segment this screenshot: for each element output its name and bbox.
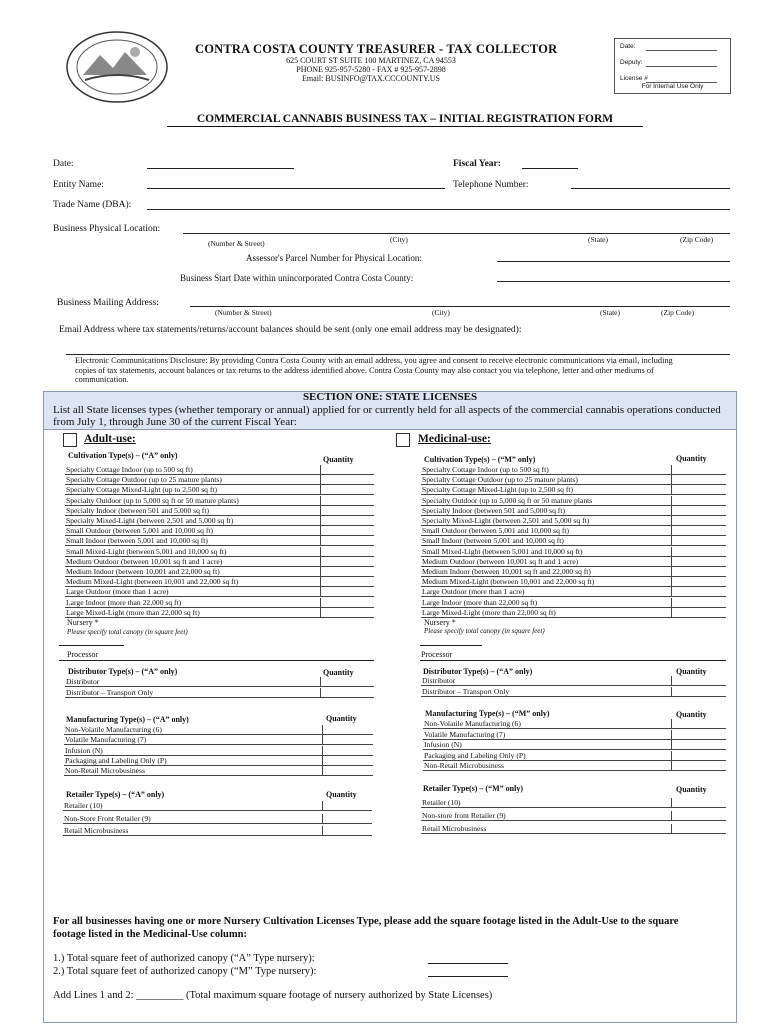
med-manufacturing-quantity-field[interactable]	[671, 761, 726, 771]
mail-number-street-caption: (Number & Street)	[215, 308, 272, 317]
adult-manufacturing-heading: Manufacturing Type(s) – (“A” only)	[66, 715, 189, 724]
telephone-label: Telephone Number:	[453, 180, 529, 190]
adult-manufacturing-row	[64, 746, 373, 756]
adult-manufacturing-quantity-field[interactable]	[322, 735, 373, 745]
section-one-subtitle: List all State licenses types (whether temporary or annual) applied for or currently held for all aspects of the commercial cannabis operations conducted from July 1, through June 30 of the current Fiscal Year:	[53, 404, 721, 428]
adult-cultivation-label: Medium Indoor (between 10,001 and 22,000 sq ft)	[66, 567, 220, 576]
adult-cultivation-label: Specialty Outdoor (up to 5,000 sq ft or 50 mature plants)	[66, 495, 239, 505]
med-manufacturing-label: Infusion (N)	[424, 740, 462, 749]
adult-retailer-label: Retailer (10)	[64, 801, 103, 810]
adult-distributor-quantity-field[interactable]	[320, 688, 374, 698]
med-manufacturing-row	[423, 740, 726, 750]
office-deputy-label: Deputy:	[620, 59, 643, 66]
med-manufacturing-quantity: Quantity	[676, 710, 707, 719]
adult-cultivation-row	[65, 547, 374, 557]
med-cultivation-label: Medium Indoor (between 10,001 sq ft and 22,000 sq ft)	[422, 567, 591, 576]
med-retailer-quantity-field[interactable]	[671, 798, 726, 808]
adult-cultivation-quantity-field[interactable]	[320, 587, 374, 597]
adult-retailer-label: Retail Microbusiness	[64, 826, 129, 835]
med-distributor-quantity-field[interactable]	[671, 687, 726, 697]
adult-cultivation-quantity-field[interactable]	[320, 496, 374, 506]
adult-nursery-note: Please specify total canopy (in square feet)	[67, 628, 188, 636]
med-retailer-quantity-field[interactable]	[671, 824, 726, 834]
med-manufacturing-label: Non-Retail Microbusiness	[424, 761, 504, 770]
med-cultivation-label: Specialty Outdoor (up to 5,000 sq ft or 50 mature plants	[422, 495, 593, 505]
med-cultivation-label: Small Outdoor (between 5,001 and 10,000 sq ft)	[422, 526, 569, 536]
adult-processor-line	[59, 660, 374, 661]
med-retailer-row	[421, 811, 726, 821]
office-use-box	[614, 38, 731, 94]
phys-zip-caption: (Zip Code)	[680, 235, 714, 244]
med-cultivation-quantity-field[interactable]	[671, 465, 726, 475]
med-cultivation-heading: Cultivation Type(s) – (“M” only)	[424, 455, 536, 464]
mail-state-caption: (State)	[600, 308, 620, 317]
adult-distributor-quantity: Quantity	[323, 668, 354, 677]
trade-name-label: Trade Name (DBA):	[53, 200, 132, 210]
med-manufacturing-heading: Manufacturing Type(s) – (“M” only)	[425, 709, 550, 718]
adult-cultivation-quantity-field[interactable]	[320, 608, 374, 618]
start-date-field[interactable]	[497, 281, 730, 282]
adult-manufacturing-row	[64, 735, 373, 745]
email-field[interactable]	[66, 354, 730, 355]
phys-state-caption: (State)	[588, 235, 608, 244]
form-title: COMMERCIAL CANNABIS BUSINESS TAX – INITIAL REGISTRATION FORM	[125, 113, 685, 125]
med-manufacturing-quantity-field[interactable]	[671, 751, 726, 761]
adult-retailer-heading: Retailer Type(s) – (“A” only)	[66, 790, 165, 799]
adult-distributor-label: Distributor	[66, 677, 100, 686]
med-cultivation-row	[421, 526, 726, 536]
agency-email: Email: BUSINFO@TAX.CCCOUNTY.US	[302, 74, 440, 83]
adult-distributor-row	[65, 677, 374, 687]
med-cultivation-label: Small Mixed-Light (between 5,001 and 10,000 sq ft)	[422, 546, 583, 556]
phys-city-caption: (City)	[390, 235, 408, 244]
med-cultivation-label: Medium Mixed-Light (between 10,001 and 22,000 sq ft)	[422, 577, 595, 587]
adult-cultivation-label: Small Indoor (between 5,001 and 10,000 sq ft)	[66, 536, 208, 546]
med-cultivation-quantity-field[interactable]	[671, 567, 726, 577]
med-cultivation-row	[421, 475, 726, 485]
agency-title: CONTRA COSTA COUNTY TREASURER - TAX COLLECTOR	[195, 42, 558, 56]
med-cultivation-row	[421, 567, 726, 577]
med-cultivation-row	[421, 465, 726, 475]
med-nursery-note: Please specify total canopy (in square feet)	[424, 627, 545, 635]
med-distributor-label: Distributor – Transport Only	[422, 686, 510, 696]
adult-retailer-quantity-field[interactable]	[322, 801, 372, 811]
adult-cultivation-label: Large Outdoor (more than 1 acre)	[66, 587, 169, 597]
adult-cultivation-row	[65, 598, 374, 608]
medicinal-use-checkbox[interactable]	[396, 433, 410, 447]
mail-city-caption: (City)	[432, 308, 450, 317]
adult-cultivation-label: Large Mixed-Light (more than 22,000 sq ft)	[66, 607, 200, 617]
med-cultivation-label: Small Indoor (between 5,001 and 10,000 sq ft)	[422, 536, 564, 546]
med-manufacturing-label: Packaging and Labeling Only (P)	[424, 750, 526, 760]
entity-name-field[interactable]	[147, 188, 445, 189]
agency-phone: PHONE 925-957-5280 - FAX # 925-957-2898	[296, 65, 446, 74]
adult-use-heading: Adult-use:	[84, 433, 136, 445]
med-manufacturing-row	[423, 751, 726, 761]
adult-cultivation-label: Medium Mixed-Light (between 10,001 and 22,000 sq ft)	[66, 577, 239, 587]
med-cultivation-row	[421, 587, 726, 597]
office-date-label: Date:	[620, 43, 636, 50]
med-distributor-label: Distributor	[422, 676, 456, 685]
adult-retailer-quantity-field[interactable]	[322, 826, 372, 836]
adult-cultivation-row	[65, 526, 374, 536]
med-retailer-heading: Retailer Type(s) – (“M” only)	[423, 784, 523, 793]
med-cultivation-row	[421, 516, 726, 526]
mailing-label: Business Mailing Address:	[57, 298, 159, 308]
mail-zip-caption: (Zip Code)	[661, 308, 695, 317]
date-field[interactable]	[147, 168, 294, 169]
med-nursery-canopy-field[interactable]	[420, 645, 482, 646]
adult-distributor-heading: Distributor Type(s) – (“A” only)	[68, 667, 178, 676]
adult-cultivation-quantity-field[interactable]	[320, 485, 374, 495]
med-manufacturing-row	[423, 730, 726, 740]
electronic-disclosure: Electronic Communications Disclosure: By providing Contra Costa County with an email address, you agree and consent to receive electronic communications via email, including copies of tax statements, account balances or tax returns to the address identified above. Contra Costa County may also contact you via telephone, letter and other mediums of communication.	[75, 356, 673, 384]
med-cultivation-quantity-field[interactable]	[671, 485, 726, 495]
med-processor-label: Processor	[421, 650, 453, 659]
add-lines-label: Add Lines 1 and 2: _________ (Total maximum square footage of nursery authorized by State Licenses)	[53, 990, 493, 1001]
office-license-label: License #	[620, 75, 648, 82]
adult-cultivation-row	[65, 465, 374, 475]
adult-cultivation-row	[65, 485, 374, 495]
med-cultivation-quantity-field[interactable]	[671, 475, 726, 485]
adult-distributor-row	[65, 688, 374, 698]
med-cultivation-quantity-field[interactable]	[671, 536, 726, 546]
adult-manufacturing-quantity-field[interactable]	[322, 746, 373, 756]
adult-manufacturing-label: Volatile Manufacturing (7)	[65, 735, 147, 745]
med-cultivation-row	[421, 598, 726, 608]
med-cultivation-label: Specialty Indoor (between 501 and 5,000 sq ft)	[422, 505, 565, 515]
adult-manufacturing-quantity: Quantity	[326, 714, 357, 723]
med-cultivation-row	[421, 547, 726, 557]
med-cultivation-label: Large Outdoor (more than 1 acre)	[422, 587, 525, 597]
adult-nursery-label: Nursery *	[67, 618, 99, 627]
adult-cultivation-label: Specialty Mixed-Light (between 2,501 and 5,000 sq ft)	[66, 516, 234, 525]
med-cultivation-quantity-field[interactable]	[671, 598, 726, 608]
adult-distributor-label: Distributor – Transport Only	[66, 687, 154, 697]
adult-cultivation-heading: Cultivation Type(s) – (“A” only)	[68, 451, 178, 460]
adult-cultivation-quantity-field[interactable]	[320, 536, 374, 546]
mailing-field[interactable]	[190, 306, 730, 307]
adult-manufacturing-label: Non-Volatile Manufacturing (6)	[65, 725, 162, 734]
adult-cultivation-quantity-field[interactable]	[320, 577, 374, 587]
med-cultivation-row	[421, 557, 726, 567]
adult-processor-label: Processor	[67, 650, 99, 659]
adult-cultivation-row	[65, 516, 374, 526]
adult-cultivation-label: Medium Outdoor (between 10,001 sq ft and 1 acre)	[66, 556, 223, 566]
medicinal-use-heading: Medicinal-use:	[418, 433, 491, 445]
adult-cultivation-row	[65, 567, 374, 577]
med-cultivation-label: Specialty Cottage Mixed-Light (up to 2,500 sq ft)	[422, 485, 574, 495]
med-cultivation-label: Specialty Cottage Indoor (up to 500 sq ft)	[422, 465, 549, 474]
line-1-label: 1.) Total square feet of authorized canopy (“A” Type nursery):	[53, 953, 315, 964]
med-cultivation-quantity-field[interactable]	[671, 587, 726, 597]
adult-cultivation-quantity-field[interactable]	[320, 516, 374, 526]
med-manufacturing-row	[423, 761, 726, 771]
med-cultivation-quantity-field[interactable]	[671, 608, 726, 618]
adult-manufacturing-quantity-field[interactable]	[322, 725, 373, 735]
email-instruction: Email Address where tax statements/returns/account balances should be sent (only one email address may be designated):	[59, 325, 522, 335]
adult-cultivation-quantity-field[interactable]	[320, 547, 374, 557]
med-retailer-label: Retailer (10)	[422, 798, 461, 807]
med-cultivation-row	[421, 506, 726, 516]
med-cultivation-label: Medium Outdoor (between 10,001 sq ft and 1 acre)	[422, 556, 579, 566]
med-cultivation-row	[421, 577, 726, 587]
phys-number-street-caption: (Number & Street)	[208, 239, 265, 248]
adult-cultivation-label: Small Mixed-Light (between 5,001 and 10,000 sq ft)	[66, 546, 227, 556]
adult-cultivation-label: Specialty Cottage Indoor (up to 500 sq ft)	[66, 465, 193, 474]
adult-cultivation-quantity-field[interactable]	[320, 475, 374, 485]
adult-retailer-quantity-field[interactable]	[322, 814, 372, 824]
office-note: For Internal Use Only	[641, 83, 704, 90]
adult-cultivation-row	[65, 587, 374, 597]
adult-retailer-quantity: Quantity	[326, 790, 357, 799]
med-manufacturing-quantity-field[interactable]	[671, 740, 726, 750]
trade-name-field[interactable]	[147, 209, 730, 210]
adult-manufacturing-quantity-field[interactable]	[322, 756, 373, 766]
parcel-field[interactable]	[497, 261, 730, 262]
line-2-label: 2.) Total square feet of authorized canopy (“M” Type nursery):	[53, 966, 317, 977]
med-cultivation-quantity-field[interactable]	[671, 506, 726, 516]
med-retailer-label: Non-store front Retailer (9)	[422, 810, 506, 820]
adult-cultivation-label: Small Outdoor (between 5,001 and 10,000 sq ft)	[66, 526, 213, 536]
fiscal-year-field[interactable]	[522, 168, 578, 169]
med-cultivation-label: Specialty Cottage Outdoor (up to 25 mature plants)	[422, 475, 578, 485]
med-cultivation-quantity-field[interactable]	[671, 516, 726, 526]
med-retailer-quantity: Quantity	[676, 785, 707, 794]
adult-cultivation-label: Specialty Indoor (between 501 and 5,000 sq ft)	[66, 505, 209, 515]
med-cultivation-label: Large Indoor (more than 22,000 sq ft)	[422, 597, 538, 607]
adult-retailer-row	[63, 814, 372, 824]
fiscal-year-label: Fiscal Year:	[453, 159, 501, 169]
med-manufacturing-label: Volatile Manufacturing (7)	[424, 729, 506, 739]
med-cultivation-quantity-field[interactable]	[671, 526, 726, 536]
adult-cultivation-row	[65, 475, 374, 485]
med-cultivation-row	[421, 536, 726, 546]
line-2-field[interactable]	[428, 976, 508, 977]
physical-location-label: Business Physical Location:	[53, 224, 161, 234]
med-manufacturing-row	[423, 719, 726, 729]
adult-cultivation-quantity-field[interactable]	[320, 598, 374, 608]
adult-distributor-quantity-field[interactable]	[320, 677, 374, 687]
med-cultivation-row	[421, 485, 726, 495]
med-retailer-quantity-field[interactable]	[671, 811, 726, 821]
adult-cultivation-row	[65, 536, 374, 546]
adult-cultivation-row	[65, 608, 374, 618]
med-retailer-label: Retail Microbusiness	[422, 823, 487, 833]
physical-location-field[interactable]	[183, 233, 730, 234]
adult-retailer-row	[63, 826, 372, 836]
adult-manufacturing-quantity-field[interactable]	[322, 766, 373, 776]
med-cultivation-quantity-field[interactable]	[671, 547, 726, 557]
med-cultivation-label: Large Mixed-Light (more than 22,000 sq ft)	[422, 607, 556, 617]
adult-manufacturing-label: Packaging and Labeling Only (P)	[65, 755, 167, 765]
adult-cultivation-quantity-field[interactable]	[320, 526, 374, 536]
adult-manufacturing-label: Infusion (N)	[65, 745, 103, 755]
entity-name-label: Entity Name:	[53, 180, 104, 190]
nursery-instruction: For all businesses having one or more Nursery Cultivation Licenses Type, please add the square footage listed in the Adult-Use to the square footage listed in the Medicinal-Use column:	[53, 916, 679, 940]
med-distributor-heading: Distributor Type(s) – (“A” only)	[423, 667, 533, 676]
med-retailer-row	[421, 798, 726, 808]
adult-cultivation-row	[65, 496, 374, 506]
med-cultivation-quantity-field[interactable]	[671, 557, 726, 567]
med-manufacturing-quantity-field[interactable]	[671, 730, 726, 740]
med-cultivation-quantity-field[interactable]	[671, 577, 726, 587]
med-cultivation-quantity-field[interactable]	[671, 496, 726, 506]
adult-cultivation-quantity-field[interactable]	[320, 465, 374, 475]
adult-cultivation-label: Specialty Cottage Mixed-Light (up to 2,500 sq ft)	[66, 485, 218, 495]
adult-cultivation-row	[65, 557, 374, 567]
med-distributor-row	[421, 676, 726, 686]
med-nursery-label: Nursery *	[424, 618, 456, 627]
telephone-field[interactable]	[571, 188, 730, 189]
adult-retailer-row	[63, 801, 372, 811]
med-quantity-header: Quantity	[676, 454, 707, 463]
med-cultivation-row	[421, 496, 726, 506]
adult-cultivation-quantity-field[interactable]	[320, 557, 374, 567]
med-manufacturing-quantity-field[interactable]	[671, 719, 726, 729]
adult-cultivation-quantity-field[interactable]	[320, 506, 374, 516]
adult-cultivation-quantity-field[interactable]	[320, 567, 374, 577]
section-one-title: SECTION ONE: STATE LICENSES	[302, 391, 478, 403]
med-distributor-quantity-field[interactable]	[671, 676, 726, 686]
adult-use-checkbox[interactable]	[63, 433, 77, 447]
adult-cultivation-label: Large Indoor (more than 22,000 sq ft)	[66, 597, 182, 607]
adult-manufacturing-label: Non-Retail Microbusiness	[65, 766, 145, 776]
adult-manufacturing-row	[64, 756, 373, 766]
adult-manufacturing-row	[64, 766, 373, 776]
agency-address: 625 COURT ST SUITE 100 MARTINEZ, CA 94553	[286, 56, 456, 65]
adult-cultivation-row	[65, 577, 374, 587]
line-1-field[interactable]	[428, 963, 508, 964]
adult-nursery-canopy-field[interactable]	[59, 645, 124, 646]
med-distributor-row	[421, 687, 726, 697]
date-label: Date:	[53, 159, 74, 169]
adult-cultivation-row	[65, 506, 374, 516]
adult-retailer-label: Non-Store Front Retailer (9)	[64, 813, 151, 823]
med-retailer-row	[421, 824, 726, 834]
adult-manufacturing-row	[64, 725, 373, 735]
start-date-label: Business Start Date within unincorporated Contra Costa County:	[180, 273, 414, 283]
med-processor-line	[420, 660, 726, 661]
med-cultivation-label: Specialty Mixed-Light (between 2,501 and 5,000 sq ft)	[422, 516, 590, 525]
med-cultivation-row	[421, 608, 726, 618]
county-seal	[65, 30, 169, 105]
adult-quantity-header: Quantity	[323, 455, 354, 464]
med-manufacturing-label: Non-Volatile Manufacturing (6)	[424, 719, 521, 728]
adult-cultivation-label: Specialty Cottage Outdoor (up to 25 mature plants)	[66, 475, 222, 485]
med-distributor-quantity: Quantity	[676, 667, 707, 676]
parcel-label: Assessor's Parcel Number for Physical Location:	[246, 253, 422, 263]
